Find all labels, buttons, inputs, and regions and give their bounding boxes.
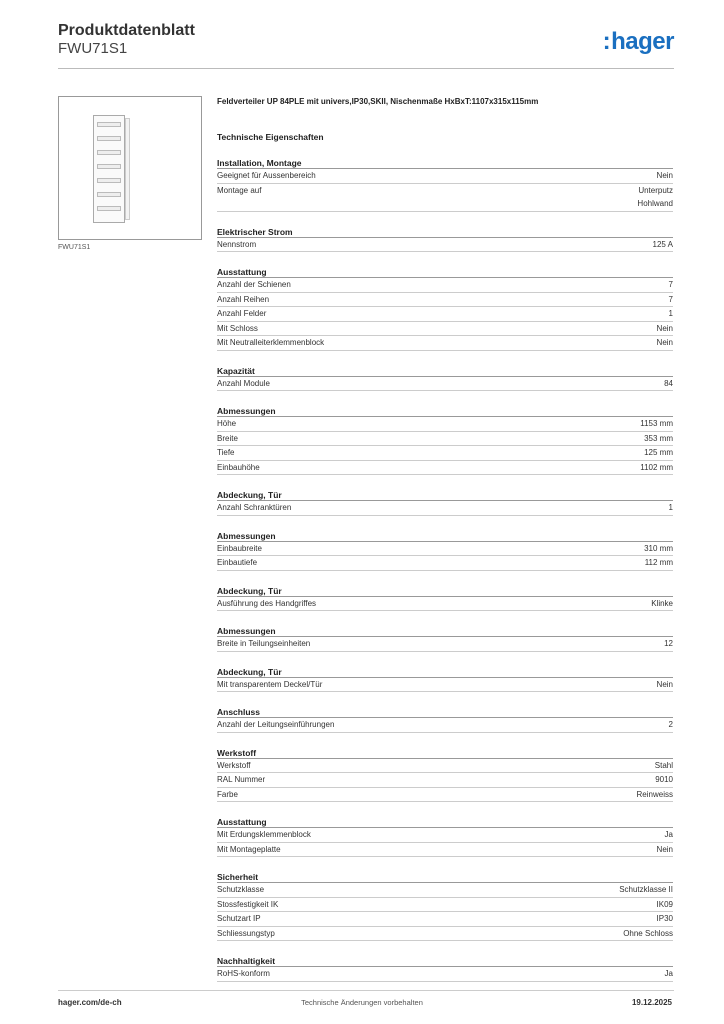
spec-label: Anzahl Reihen bbox=[217, 294, 270, 304]
spec-label: Anzahl Module bbox=[217, 378, 270, 388]
spec-value: 125 A bbox=[652, 239, 673, 249]
spec-label: Breite bbox=[217, 433, 238, 443]
distribution-board-drawing bbox=[93, 115, 125, 223]
spec-label: Mit Erdungsklemmenblock bbox=[217, 830, 311, 839]
spec-value: 1102 mm bbox=[640, 462, 673, 472]
spec-label: Schutzklasse bbox=[217, 885, 265, 894]
spec-label: Mit Neutralleiterklemmenblock bbox=[217, 338, 325, 347]
spec-section bbox=[217, 530, 673, 571]
spec-label: Ausführung des Handgriffes bbox=[217, 598, 317, 608]
footer-divider bbox=[58, 990, 674, 991]
spec-label: Tiefe bbox=[217, 448, 235, 457]
spec-section bbox=[217, 747, 673, 803]
spec-label: RoHS-konform bbox=[217, 969, 270, 978]
spec-row bbox=[217, 417, 673, 432]
spec-value: Nein bbox=[656, 844, 673, 854]
spec-value: IP30 bbox=[656, 914, 673, 923]
spec-value: 1153 mm bbox=[640, 419, 673, 428]
spec-section bbox=[217, 585, 673, 612]
spec-label: Mit transparentem Deckel/Tür bbox=[217, 679, 323, 689]
spec-label: Schliessungstyp bbox=[217, 928, 275, 938]
spec-row bbox=[217, 446, 673, 461]
spec-row bbox=[217, 828, 673, 843]
spec-label: Anzahl der Schienen bbox=[217, 280, 291, 289]
spec-row bbox=[217, 678, 673, 693]
spec-label: Mit Montageplatte bbox=[217, 844, 281, 854]
footer-date: 19.12.2025 bbox=[631, 998, 672, 1007]
spec-row bbox=[217, 843, 673, 858]
spec-section bbox=[217, 955, 673, 982]
section-title: Abdeckung, Tür bbox=[217, 585, 673, 597]
spec-row bbox=[217, 898, 673, 913]
section-title: Anschluss bbox=[217, 706, 673, 718]
spec-value: Reinweiss bbox=[636, 789, 673, 799]
spec-value: Schutzklasse II bbox=[619, 885, 673, 894]
spec-section bbox=[217, 266, 673, 351]
spec-section bbox=[217, 226, 673, 253]
spec-value: 125 mm bbox=[644, 448, 673, 457]
product-image-caption: FWU71S1 bbox=[58, 244, 91, 251]
spec-row bbox=[217, 336, 673, 351]
spec-section bbox=[217, 706, 673, 733]
tech-properties-title: Technische Eigenschaften bbox=[217, 132, 324, 142]
spec-row bbox=[217, 718, 673, 733]
section-title: Abdeckung, Tür bbox=[217, 666, 673, 678]
section-title: Abmessungen bbox=[217, 625, 673, 637]
spec-value: Nein bbox=[656, 338, 673, 347]
spec-section bbox=[217, 816, 673, 857]
spec-row bbox=[217, 883, 673, 898]
spec-label: Nennstrom bbox=[217, 239, 257, 249]
spec-row bbox=[217, 432, 673, 447]
spec-value: 1 bbox=[668, 503, 673, 512]
product-code: FWU71S1 bbox=[58, 40, 128, 57]
spec-section bbox=[217, 157, 673, 212]
spec-label: Mit Schloss bbox=[217, 323, 258, 333]
spec-content bbox=[217, 96, 673, 982]
spec-section bbox=[217, 365, 673, 392]
spec-label: Einbauhöhe bbox=[217, 462, 260, 472]
product-description: Feldverteiler UP 84PLE mit univers,IP30,SKII, Nischenmaße HxBxT:1107x315x115mm bbox=[217, 97, 539, 106]
spec-label: Montage auf bbox=[217, 185, 262, 195]
spec-row bbox=[217, 238, 673, 253]
spec-label: Stossfestigkeit IK bbox=[217, 899, 279, 909]
spec-value: 84 bbox=[664, 378, 673, 388]
spec-row bbox=[217, 637, 673, 652]
section-title: Werkstoff bbox=[217, 747, 673, 759]
spec-value: Unterputz Hohlwand bbox=[637, 185, 673, 208]
spec-row bbox=[217, 169, 673, 184]
spec-value: Ja bbox=[664, 830, 673, 839]
spec-row bbox=[217, 293, 673, 308]
hager-logo: :hager bbox=[602, 28, 674, 55]
document-title: Produktdatenblatt bbox=[58, 22, 195, 39]
spec-row bbox=[217, 597, 673, 612]
spec-row bbox=[217, 461, 673, 476]
spec-section bbox=[217, 625, 673, 652]
spec-value: Klinke bbox=[651, 598, 673, 608]
spec-row bbox=[217, 773, 673, 788]
spec-label: Werkstoff bbox=[217, 760, 251, 770]
spec-row bbox=[217, 184, 673, 212]
spec-value: 310 mm bbox=[644, 543, 673, 553]
spec-section bbox=[217, 666, 673, 693]
spec-label: Breite in Teilungseinheiten bbox=[217, 639, 311, 648]
spec-label: Anzahl der Leitungseinführungen bbox=[217, 720, 335, 729]
spec-value: 1 bbox=[668, 309, 673, 318]
spec-row bbox=[217, 377, 673, 392]
spec-value: IK09 bbox=[656, 899, 673, 909]
spec-sections bbox=[217, 157, 673, 982]
spec-row bbox=[217, 556, 673, 571]
spec-row bbox=[217, 501, 673, 516]
spec-row bbox=[217, 788, 673, 803]
section-title: Sicherheit bbox=[217, 871, 673, 883]
section-title: Installation, Montage bbox=[217, 157, 673, 169]
spec-label: Farbe bbox=[217, 789, 238, 799]
spec-label: Höhe bbox=[217, 419, 237, 428]
spec-row bbox=[217, 912, 673, 927]
spec-value: 353 mm bbox=[644, 433, 673, 443]
spec-row bbox=[217, 759, 673, 774]
spec-label: Einbautiefe bbox=[217, 558, 258, 567]
spec-label: Geeignet für Aussenbereich bbox=[217, 171, 316, 180]
document-header bbox=[58, 20, 674, 68]
spec-value: Nein bbox=[656, 679, 673, 689]
spec-value: 7 bbox=[668, 280, 673, 289]
spec-value: Stahl bbox=[654, 760, 673, 770]
spec-label: Einbaubreite bbox=[217, 543, 262, 553]
header-divider bbox=[58, 68, 674, 69]
spec-value: 2 bbox=[668, 720, 673, 729]
spec-row bbox=[217, 278, 673, 293]
footer-website: hager.com/de-ch bbox=[58, 998, 122, 1007]
spec-value: 12 bbox=[664, 639, 673, 648]
spec-value: 9010 bbox=[655, 775, 673, 784]
section-title: Elektrischer Strom bbox=[217, 226, 673, 238]
spec-label: Anzahl Felder bbox=[217, 309, 267, 318]
spec-label: Anzahl Schranktüren bbox=[217, 503, 292, 512]
spec-label: Schutzart IP bbox=[217, 914, 261, 923]
spec-value: 112 mm bbox=[644, 558, 673, 567]
spec-row bbox=[217, 542, 673, 557]
spec-section bbox=[217, 871, 673, 941]
product-image bbox=[58, 96, 202, 240]
section-title: Ausstattung bbox=[217, 816, 673, 828]
spec-value: Nein bbox=[656, 323, 673, 333]
section-title: Nachhaltigkeit bbox=[217, 955, 673, 967]
spec-value: Nein bbox=[656, 171, 673, 180]
section-title: Abdeckung, Tür bbox=[217, 489, 673, 501]
section-title: Abmessungen bbox=[217, 405, 673, 417]
spec-value: Ohne Schloss bbox=[623, 928, 673, 938]
spec-row bbox=[217, 967, 673, 982]
footer-note: Technische Änderungen vorbehalten bbox=[301, 998, 423, 1007]
spec-section bbox=[217, 405, 673, 475]
section-title: Ausstattung bbox=[217, 266, 673, 278]
spec-row bbox=[217, 322, 673, 337]
spec-value: Ja bbox=[664, 969, 673, 978]
section-title: Kapazität bbox=[217, 365, 673, 377]
spec-label: RAL Nummer bbox=[217, 775, 266, 784]
spec-row bbox=[217, 307, 673, 322]
spec-value: 7 bbox=[668, 294, 673, 304]
spec-section bbox=[217, 489, 673, 516]
spec-row bbox=[217, 927, 673, 942]
section-title: Abmessungen bbox=[217, 530, 673, 542]
